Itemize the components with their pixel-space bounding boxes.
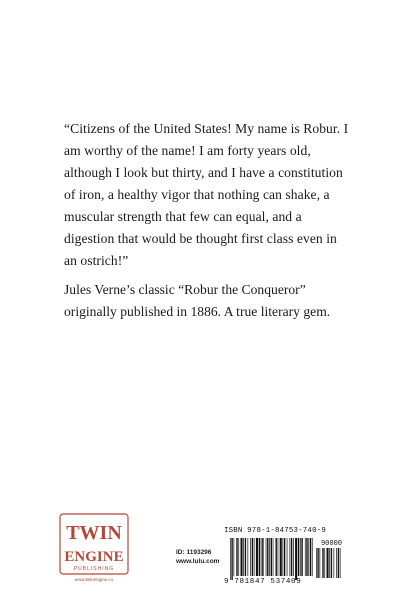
logo-url: www.twinengine.co [74, 577, 114, 582]
publisher-logo [58, 512, 130, 584]
print-site: www.lulu.com [176, 558, 220, 565]
logo-bottom-text: ENGINE [64, 549, 124, 565]
barcode-addon-digits: 90000 [320, 540, 342, 548]
isbn-barcode [224, 528, 342, 588]
logo-top-text: TWIN [66, 522, 122, 544]
cover-quote: “Citizens of the United States! My name is Robur. I am worthy of the name! I am forty years old, although I look but thirty, and I have a constitution of iron, a healthy vigor that nothing can shake, a muscular strength that few can equal, and a digestion that would be thought first class even in an ostrich!” [64, 121, 349, 268]
print-id-block [176, 548, 219, 566]
ean-digits: 9 781847 537409 [224, 578, 302, 586]
cover-blurb: Jules Verne’s classic “Robur the Conqueror” originally published in 1886. A true literary gem. [64, 282, 331, 319]
twin-engine-logo-icon [58, 512, 130, 584]
logo-tagline: PUBLISHING [73, 566, 115, 572]
print-id: ID: 1193296 [176, 549, 212, 556]
isbn-label: ISBN 978-1-84753-740-9 [224, 527, 326, 535]
addon-barcode-icon [316, 548, 342, 578]
ean-barcode-icon [230, 538, 314, 580]
